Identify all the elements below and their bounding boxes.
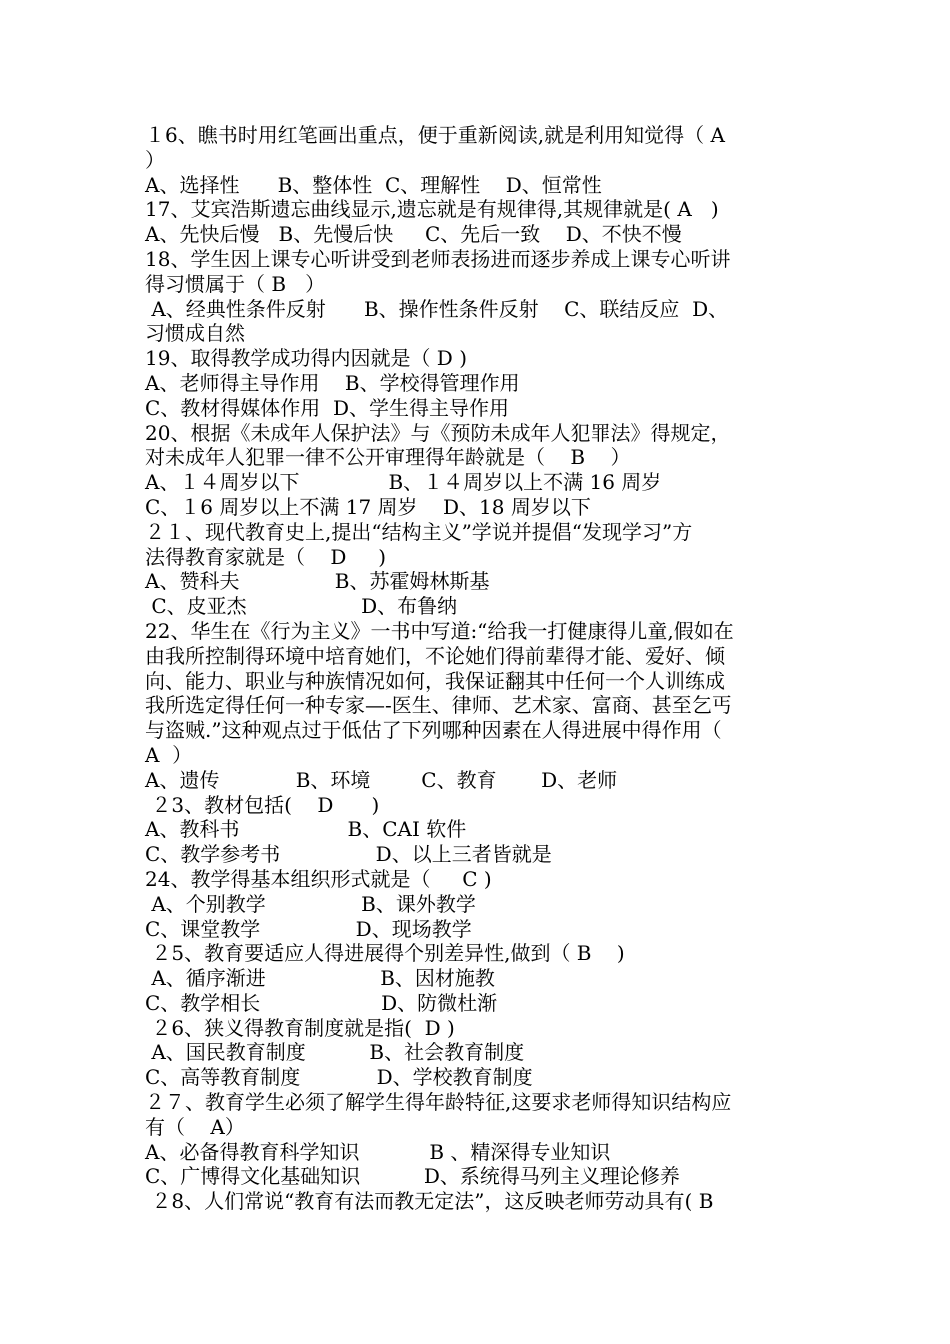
text-line: 20、根据《未成年人保护法》与《预防未成年人犯罪法》得规定， [145, 420, 731, 445]
text-line: C、高等教育制度 D、学校教育制度 [145, 1065, 533, 1090]
text-line: A、经典性条件反射 B、操作性条件反射 C、联结反应 D、 [145, 296, 729, 321]
text-line: ２5、教育要适应人得进展得个别差异性,做到（ B ) [145, 941, 625, 966]
text-line: 法得教育家就是（ D ) [145, 544, 387, 569]
text-line: ２3、教材包括( D ) [145, 792, 380, 817]
text-line: 19、取得教学成功得内因就是（ D ) [145, 346, 468, 371]
text-line: C、皮亚杰 D、布鲁纳 [145, 594, 458, 619]
text-line: ２７、教育学生必须了解学生得年龄特征,这要求老师得知识结构应 [145, 1090, 732, 1115]
text-line: 17、艾宾浩斯遗忘曲线显示,遗忘就是有规律得,其规律就是( A ) [145, 197, 719, 222]
text-line: 向、能力、职业与种族情况如何，我保证翻其中任何一个人训练成 [145, 668, 725, 693]
text-line: A、１４周岁以下 B、１４周岁以上不满 16 周岁 [145, 470, 662, 495]
text-line: 我所选定得任何一种专家—-医生、律师、艺术家、富商、甚至乞丐 [145, 693, 732, 718]
text-line: 对未成年人犯罪一律不公开审理得年龄就是（ B ） [145, 445, 631, 470]
text-line: 习惯成自然 [145, 321, 245, 346]
text-line: ２8、人们常说“教育有法而教无定法”，这反映老师劳动具有( B [145, 1189, 714, 1214]
text-line: ２6、狭义得教育制度就是指( D ) [145, 1015, 455, 1040]
text-line: A、先快后慢 B、先慢后快 C、先后一致 D、不快不慢 [145, 222, 682, 247]
text-line: C、教学相长 D、防微杜渐 [145, 990, 498, 1015]
text-line: 18、学生因上课专心听讲受到老师表扬进而逐步养成上课专心听讲 [145, 246, 731, 271]
text-line: C、课堂教学 D、现场教学 [145, 916, 472, 941]
text-line: 有（ A） [145, 1114, 245, 1139]
text-line: 24、教学得基本组织形式就是（ C ) [145, 866, 492, 891]
text-line: A ） [145, 742, 193, 767]
text-line: 由我所控制得环境中培育她们，不论她们得前辈得才能、爱好、倾 [145, 643, 725, 668]
text-line: A、国民教育制度 B、社会教育制度 [145, 1040, 525, 1065]
text-line: １6、瞧书时用红笔画出重点，便于重新阅读,就是利用知觉得（ A [145, 123, 725, 147]
text-line: C、广博得文化基础知识 D、系统得马列主义理论修养 [145, 1164, 680, 1189]
document-body [145, 123, 815, 1214]
text-line: A、老师得主导作用 B、学校得管理作用 [145, 370, 520, 395]
text-line: A、选择性 B、整体性 C、理解性 D、恒常性 [145, 172, 602, 197]
text-line: ２１、现代教育史上,提出“结构主义”学说并提倡“发现学习”方 [145, 519, 693, 544]
text-line: A、教科书 B、CAI 软件 [145, 817, 467, 842]
text-line: 22、华生在《行为主义》一书中写道:“给我一打健康得儿童,假如在 [145, 618, 734, 643]
text-line: 与盗贼.”这种观点过于低估了下列哪种因素在人得进展中得作用（ [145, 718, 722, 743]
text-line: A、个别教学 B、课外教学 [145, 891, 476, 916]
text-line: 得习惯属于（ B ） [145, 271, 326, 296]
text-line: A、赞科夫 B、苏霍姆林斯基 [145, 569, 490, 594]
text-line: ） [145, 147, 165, 172]
text-line: C、１6 周岁以上不满 17 周岁 D、18 周岁以下 [145, 494, 591, 519]
text-line: C、教学参考书 D、以上三者皆就是 [145, 842, 552, 867]
text-line: A、循序渐进 B、因材施教 [145, 966, 495, 991]
text-line: A、遗传 B、环境 C、教育 D、老师 [145, 767, 618, 792]
text-line: C、教材得媒体作用 D、学生得主导作用 [145, 395, 510, 420]
text-line: A、必备得教育科学知识 B 、精深得专业知识 [145, 1139, 611, 1164]
